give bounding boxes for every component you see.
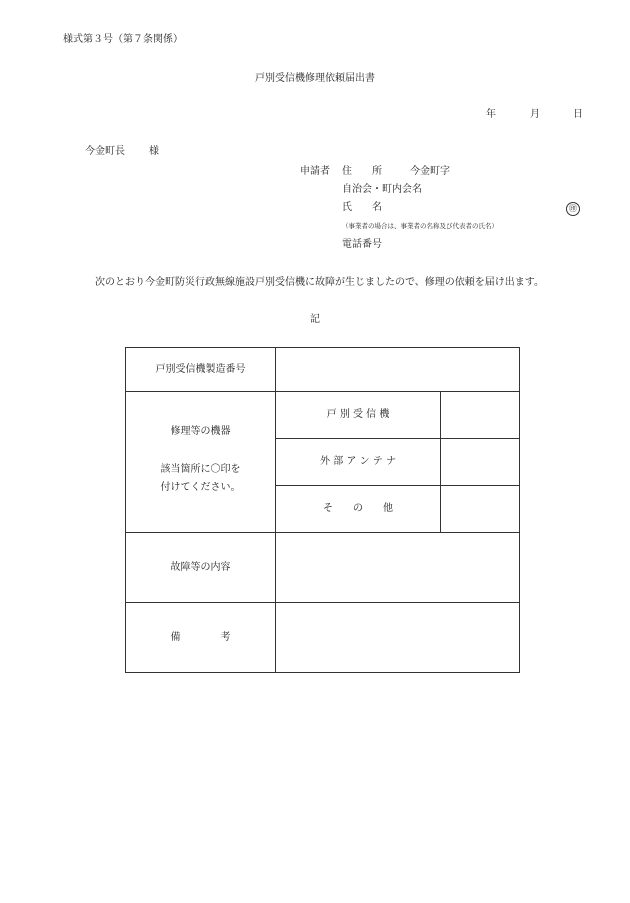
phone-label: 電話番号 <box>342 239 382 250</box>
remarks-label: 備 考 <box>170 631 231 643</box>
repair-form-table <box>125 347 520 673</box>
address-value: 今金町字 <box>410 166 450 177</box>
addressee-honorific: 様 <box>149 146 159 157</box>
date-month-label: 月 <box>530 109 540 120</box>
applicant-label: 申請者 <box>300 166 330 177</box>
option-other-mark[interactable] <box>441 486 519 532</box>
option-receiver-mark[interactable] <box>441 392 519 438</box>
table-border-bottom <box>125 672 520 673</box>
option-receiver-label: 戸 別 受 信 機 <box>326 409 390 420</box>
form-title: 戸別受信機修理依頼届出書 <box>255 73 375 84</box>
seal-mark: ㊞ <box>566 202 580 216</box>
equipment-instruction-line-2: 付けてください。 <box>160 482 241 493</box>
business-note: （事業者の場合は、事業者の名称及び代表者の氏名） <box>342 222 498 230</box>
failure-details-label: 故障等の内容 <box>170 561 231 573</box>
serial-number-field[interactable] <box>276 348 519 391</box>
table-border-right <box>519 347 520 673</box>
ki-heading: 記 <box>310 314 320 325</box>
address-label: 住 所 <box>342 166 382 177</box>
name-label: 氏 名 <box>342 202 382 213</box>
remarks-field[interactable] <box>276 603 519 672</box>
form-reference: 様式第３号（第７条関係） <box>63 34 183 45</box>
option-antenna-label: 外 部 ア ン テ ナ <box>320 456 396 467</box>
equipment-label: 修理等の機器 <box>170 426 231 437</box>
serial-number-label: 戸別受信機製造番号 <box>155 363 246 375</box>
option-other-label: そ の 他 <box>323 503 393 514</box>
addressee-name: 今金町長 <box>85 146 125 157</box>
date-year-label: 年 <box>486 109 496 120</box>
failure-details-field[interactable] <box>276 533 519 602</box>
request-sentence: 次のとおり今金町防災行政無線施設戸別受信機に故障が生じましたので、修理の依頼を届け出ます。 <box>95 277 544 288</box>
option-antenna-mark[interactable] <box>441 439 519 485</box>
equipment-instruction-line-1: 該当箇所に〇印を <box>160 464 241 475</box>
date-day-label: 日 <box>573 109 583 120</box>
association-label: 自治会・町内会名 <box>342 184 422 195</box>
